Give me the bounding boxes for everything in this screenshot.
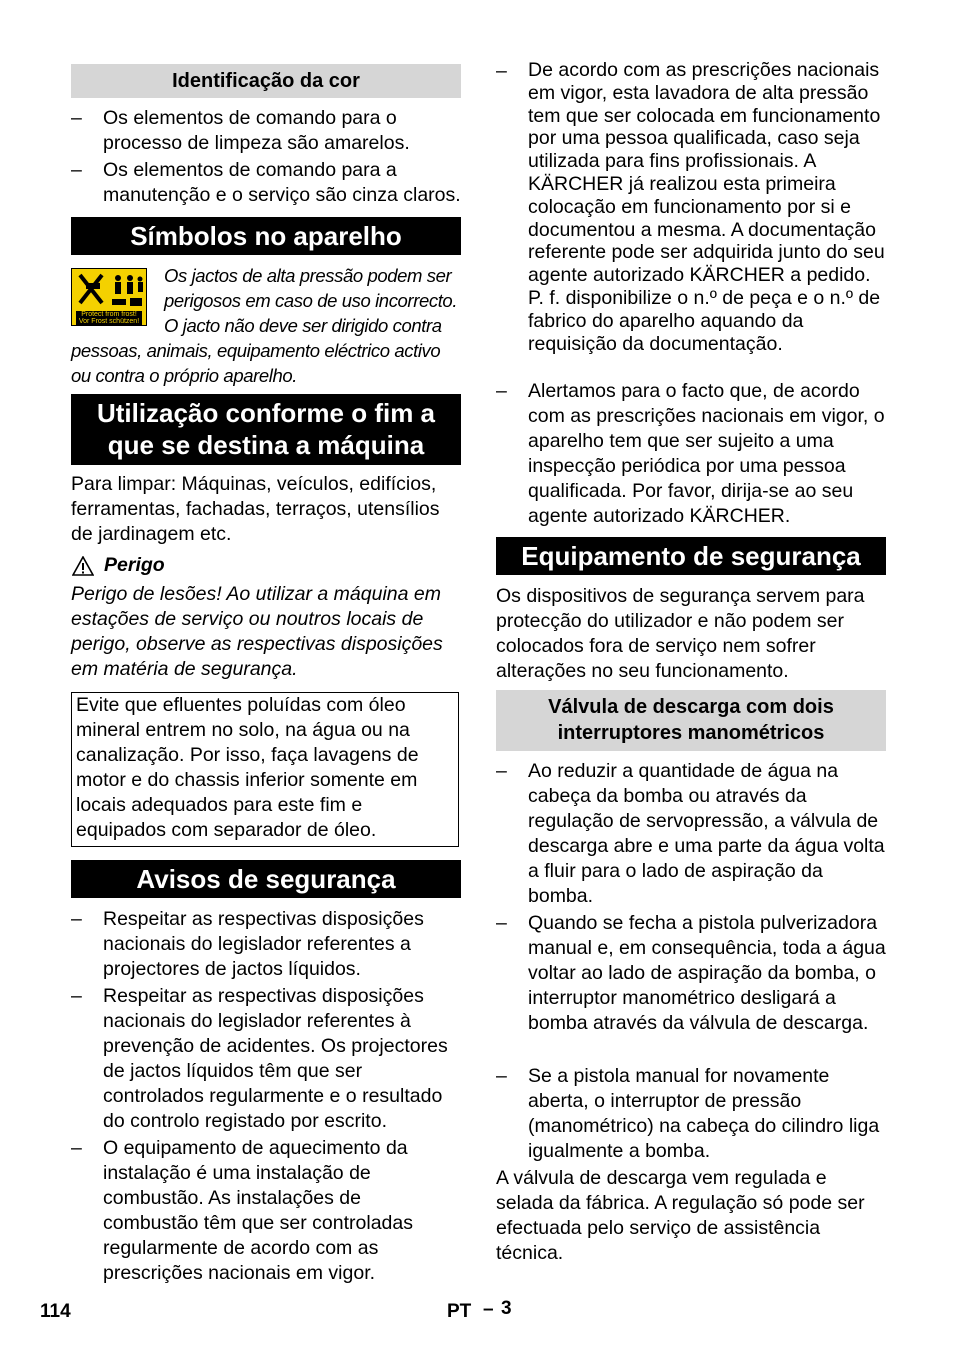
list-item: – De acordo com as prescrições nacionais em vigor, esta lavadora de alta pressão tem que ser colocada em funcionamento por uma pessoa qualificada, caso seja utilizada para fins profissionais. A KÄRCHER já realizou esta primeira colocação em funcionamento por si e documentou a mesma. A documentação referente pode ser adquirida junto do seu agente autorizado KÄRCHER a pedido. P. f. disponibilize o n.º de peça e o n.º de fabrico do aparelho aquando da requisição da documentação. — [496, 59, 885, 355]
perigo-label: Perigo — [104, 554, 165, 576]
symbol-label-line-1: Protect from frost! — [81, 311, 137, 318]
list-item: – Respeitar as respectivas disposições nacionais do legislador referentes à prevenção de acidentes. Os projectores de jactos líquidos têm que ser controlados regularmente e o resultado do controlo registado por escrito. — [71, 985, 448, 1132]
list-dash: – — [496, 60, 507, 82]
list-item: – Alertamos para o facto que, de acordo com as prescrições nacionais em vigor, o aparelho tem que ser sujeito a uma inspecção periódica por uma pessoa qualificada. Por favor, dirija-se ao seu agente autorizado KÄRCHER. — [496, 380, 885, 527]
list-dash: – — [71, 107, 82, 129]
list-item: – Respeitar as respectivas disposições nacionais do legislador referentes a projectores de jactos líquidos. — [71, 908, 424, 980]
list-item: – Os elementos de comando para o processo de limpeza são amarelos. — [71, 107, 410, 154]
environment-notice-box: Evite que efluentes poluídas com óleo mineral entrem no solo, na água ou na canalização. Por isso, faça lavagens de motor e do chassis inferior somente em locais adequados para este fim e equipados com separador de óleo. — [71, 692, 459, 847]
symbol-label-line-2: Vor Frost schützen! — [78, 318, 140, 325]
list-dash: – — [71, 159, 82, 181]
heading-avisos-de-seguranca: Avisos de segurança — [71, 860, 461, 898]
list-dash: – — [496, 760, 507, 782]
equipamento-text: Os dispositivos de segurança servem para protecção do utilizador e não podem ser colocados fora de serviço nem sofrer alterações no seu funcionamento. — [496, 585, 865, 682]
utilizacao-text: Para limpar: Máquinas, veículos, edifícios, ferramentas, fachadas, terraços, utensílios de jardinagem etc. — [71, 473, 440, 545]
list-item: – Se a pistola manual for novamente aberta, o interruptor de pressão (manométrico) na cabeça do cilindro liga igualmente a bomba. — [496, 1065, 880, 1162]
simbolos-text: Os jactos de alta pressão podem ser perigosos em caso de uso incorrecto. O jacto não deve ser dirigido contra pessoas, animais, equipamento eléctrico activo ou contra o próprio aparelho. — [71, 265, 458, 386]
list-item: – O equipamento de aquecimento da instalação é uma instalação de combustão. As instalações de combustão têm que ser controladas regularmente de acordo com as prescrições nacionais em vigor. — [71, 1137, 414, 1284]
list-item: – Os elementos de comando para a manutenção e o serviço são cinza claros. — [71, 159, 461, 206]
list-dash: – — [71, 908, 82, 930]
perigo-text: Perigo de lesões! Ao utilizar a máquina em estações de serviço ou noutros locais de perigo, observe as respectivas disposições em matéria de segurança. — [71, 583, 443, 680]
page-number: 114 — [40, 1301, 71, 1322]
heading-equipamento-de-seguranca: Equipamento de segurança — [496, 537, 886, 575]
heading-valvula-de-descarga: Válvula de descarga com dois interruptores manométricos — [496, 690, 886, 751]
heading-simbolos-no-aparelho: Símbolos no aparelho — [71, 217, 461, 255]
list-dash: – — [496, 1065, 507, 1087]
footer-language: PT — [447, 1301, 472, 1322]
valvula-final-text: A válvula de descarga vem regulada e selada da fábrica. A regulação só pode ser efectuada pelo serviço de assistência técnica. — [496, 1167, 865, 1264]
list-dash: – — [496, 912, 507, 934]
footer-sub-page: 3 — [501, 1298, 512, 1319]
list-dash: – — [71, 1137, 82, 1159]
heading-identificacao-da-cor: Identificação da cor — [71, 64, 461, 98]
list-dash: – — [496, 380, 507, 402]
list-item: – Ao reduzir a quantidade de água na cabeça da bomba ou através da regulação de servopressão, a válvula de descarga abre e uma parte da água volta a fluir para o lado de aspiração da bomba. — [496, 760, 885, 907]
heading-utilizacao-conforme: Utilização conforme o fim a que se destina a máquina — [71, 394, 461, 465]
list-dash: – — [71, 985, 82, 1007]
footer-dash: – — [483, 1299, 494, 1320]
warning-triangle-icon — [72, 556, 94, 576]
list-item: – Quando se fecha a pistola pulverizadora manual e, em consequência, toda a água voltar ao lado de aspiração da bomba, o interruptor manométrico desligará a bomba através da válvula de descarga. — [496, 912, 886, 1034]
